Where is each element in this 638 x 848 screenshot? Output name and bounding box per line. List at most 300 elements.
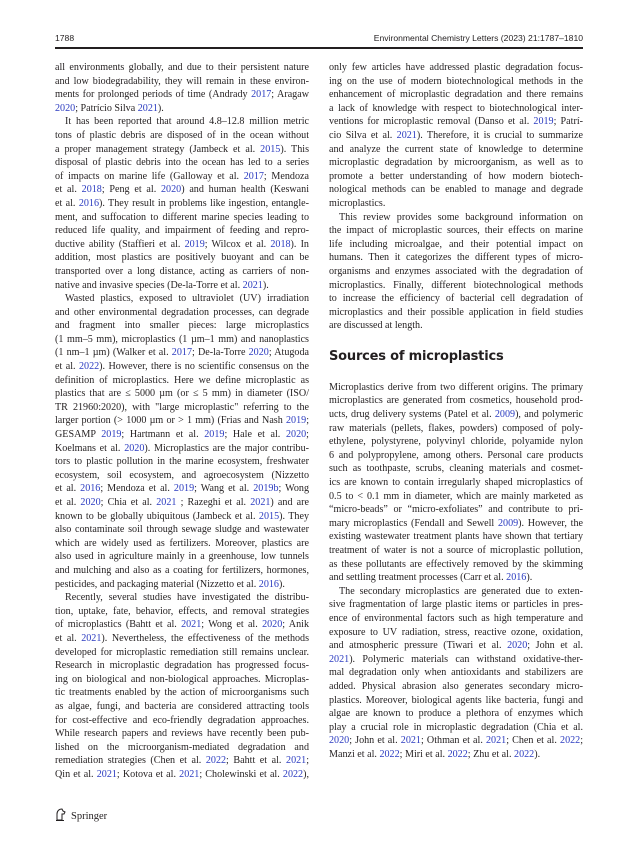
citation-link[interactable]: 2016	[258, 578, 279, 590]
citation-link[interactable]: 2020	[285, 429, 307, 441]
text-line	[329, 156, 583, 170]
text-segment: ; Kotova et al.	[116, 768, 180, 780]
text-line	[329, 251, 583, 265]
text-segment: Research in microplastic degradation has progressed focus-	[55, 660, 309, 672]
text-segment: are discussed at length.	[329, 320, 423, 332]
text-line	[55, 482, 309, 496]
text-line	[55, 224, 309, 238]
text-line	[329, 306, 583, 320]
text-segment: nological methods can be enabled to manage and degrade	[329, 184, 583, 196]
text-segment: ; Chia et al.	[100, 497, 157, 508]
text-line	[329, 102, 583, 116]
text-segment: While research papers and reviews have recently been pub-	[55, 728, 309, 740]
text-line	[55, 265, 309, 279]
text-segment: ductive ability (Staffieri et al.	[55, 238, 185, 250]
text-line	[55, 197, 309, 211]
text-segment: ecosystem, soil ecosystem, and agroecosystem (Nizzetto	[55, 469, 309, 481]
citation-link[interactable]: 2021	[396, 129, 417, 141]
text-segment: ).	[262, 279, 269, 291]
text-line	[55, 61, 309, 75]
text-segment: and low biodegradability, they will remain in these environ-	[55, 75, 309, 87]
text-segment: ).	[526, 572, 533, 584]
citation-link[interactable]: 2020	[248, 347, 269, 359]
citation-link[interactable]: 2021	[242, 279, 263, 291]
text-segment: and atmospheric pressure (Tiwari et al.	[329, 640, 508, 652]
text-line	[329, 544, 583, 558]
text-segment: and analyze the current state of knowledge to determine	[329, 143, 583, 155]
text-segment: (1 mm–5 mm), microplastics (1 µm–1 mm) and nanoplastics	[55, 333, 309, 345]
text-line	[329, 653, 583, 667]
text-segment: microplastics. Finally, different biotechnological methods	[329, 279, 583, 291]
citation-link[interactable]: 2021	[137, 102, 158, 114]
text-segment: ; Othman et al.	[420, 735, 486, 747]
text-segment: and mulching and also as a coating for fertilizers, hormones,	[55, 564, 309, 576]
text-segment: ucts, drug delivery systems (Patel et al.	[329, 409, 495, 421]
text-line	[55, 591, 309, 605]
text-line	[55, 279, 309, 293]
text-segment: sive fragmentation of large plastic items or particles in pres-	[329, 599, 583, 611]
citation-link[interactable]: 2019	[286, 415, 307, 427]
text-segment: of impacts on marine life (Galloway et al.	[55, 170, 244, 182]
citation-link[interactable]: 2021	[81, 632, 102, 644]
text-line	[329, 612, 583, 626]
text-segment: ; John et al.	[527, 640, 583, 652]
citation-link[interactable]: 2018	[270, 238, 291, 250]
text-segment: plastics. Moreover, biological agents like bacteria, fungi and	[329, 694, 583, 706]
text-line	[329, 394, 583, 408]
text-segment: ;	[580, 735, 584, 747]
text-segment: Wasted plastics, exposed to ultraviolet (UV) irradiation	[65, 293, 309, 305]
text-line	[55, 714, 309, 728]
text-segment: Koelmans et al.	[55, 442, 125, 454]
text-segment: ventions for microplastic removal (Danso et al.	[329, 116, 534, 128]
text-segment: ; Wong	[278, 483, 309, 495]
citation-link[interactable]: 2022	[205, 755, 227, 767]
citation-link[interactable]: 2021	[156, 497, 177, 508]
text-segment: ). This	[280, 143, 309, 155]
citation-link[interactable]: 2020	[262, 619, 283, 631]
text-segment: remediation strategies (Chen et al.	[55, 755, 206, 767]
text-line	[329, 721, 583, 735]
text-segment: algae are known to produce a plethora of enzymes which	[329, 708, 583, 720]
text-line	[55, 455, 309, 469]
text-line	[55, 564, 309, 578]
text-segment: humans. Then it categorizes the different types of micro-	[329, 252, 583, 264]
citation-link[interactable]: 2016	[506, 572, 527, 584]
text-line	[329, 694, 583, 708]
text-segment: tons of plastic debris are disposed of in the ocean without	[55, 129, 309, 141]
text-line	[329, 211, 583, 225]
text-line	[55, 306, 309, 320]
text-segment: cio Silva et al.	[329, 129, 397, 141]
publisher-footer	[55, 808, 107, 824]
text-segment: enhancement of microplastic degradation and there remains	[329, 89, 583, 101]
text-segment: The secondary microplastics are generated due to exten-	[339, 585, 583, 597]
text-segment: the impact of microplastic sources, their effects on marine	[329, 225, 583, 237]
citation-link[interactable]: 2019	[184, 238, 205, 250]
text-line	[329, 143, 583, 157]
text-line	[329, 183, 583, 197]
text-line	[55, 700, 309, 714]
text-segment: as algae, fungi, and bacteria are considered attracting tools	[55, 700, 309, 712]
text-segment: This review provides some background information on	[339, 211, 583, 223]
citation-link[interactable]: 2018	[81, 184, 102, 196]
text-segment: ; Miri et al.	[399, 748, 448, 760]
text-line	[329, 734, 583, 748]
right-column	[329, 61, 583, 762]
text-line	[55, 360, 309, 374]
text-segment: all environments globally, and due to their persistent nature	[55, 62, 309, 73]
text-segment: et al.	[55, 632, 82, 644]
text-segment: ). Microplastics are the major contribu-	[144, 442, 309, 454]
text-segment: microplastics.	[329, 197, 386, 209]
text-segment: ethylene, polystyrene, polyvinyl chloride, polyamide nylon	[329, 436, 583, 448]
text-segment: et al.	[55, 497, 81, 508]
text-line	[329, 129, 583, 143]
text-segment: ; Anik	[282, 619, 309, 631]
text-line	[55, 414, 309, 428]
text-line	[55, 251, 309, 265]
text-segment: ), and polymeric	[515, 409, 583, 421]
text-segment: play a crucial role in microplastic degradation (Chia et al.	[329, 721, 583, 733]
text-segment: ics are known to contain irregularly shaped microplastics of	[329, 477, 583, 489]
citation-link[interactable]: 2019	[101, 429, 122, 441]
text-segment: ; Razeghi et al.	[176, 497, 251, 508]
text-line	[329, 88, 583, 102]
text-line	[55, 238, 309, 252]
text-segment: addition, most plastics are positively buoyant and can be	[55, 252, 309, 264]
text-line	[329, 61, 583, 75]
text-segment: “micro-beads” or “micro-exfoliates” and contribute to pri-	[329, 504, 583, 516]
text-segment: ; Hale et al.	[224, 429, 286, 441]
text-segment: ; Patrí-	[553, 116, 583, 128]
citation-link[interactable]: 2022	[560, 735, 581, 747]
text-segment: definition of microplastics. Here we define microplastic as	[55, 374, 309, 386]
citation-link[interactable]: 2021	[181, 619, 202, 631]
text-segment: of microplastics (Bahtt et al.	[55, 619, 182, 631]
text-line	[55, 768, 309, 782]
text-segment: and settling treatment processes (Carr et al.	[329, 572, 507, 584]
text-line	[329, 319, 583, 333]
citation-link[interactable]: 2017	[171, 347, 192, 359]
text-segment: (1 nm–1 µm) (Walker et al.	[55, 347, 172, 359]
text-segment: ; Wong et al.	[201, 619, 263, 631]
text-segment: transported over a long distance, acting as carriers of non-	[55, 265, 309, 277]
text-line	[329, 435, 583, 449]
text-segment: 0.5 to < 0.1 mm in diameter, which are mainly marketed as	[329, 490, 583, 502]
text-segment: treatment of water is not a source of microplastic pollution,	[329, 545, 583, 556]
text-line	[55, 659, 309, 673]
citation-link[interactable]: 2022	[282, 768, 304, 780]
citation-link[interactable]: 2021	[286, 755, 307, 767]
citation-link[interactable]: 2020	[55, 102, 76, 114]
text-segment: ) and human health (Keswani	[181, 184, 310, 196]
citation-link[interactable]: 2021	[400, 735, 421, 747]
text-segment: ; De-la-Torre	[191, 347, 249, 359]
text-line	[329, 197, 583, 211]
citation-link[interactable]: 2022	[447, 748, 468, 760]
text-line	[55, 129, 309, 143]
text-line	[55, 319, 309, 333]
text-segment: ). Nevertheless, the effectiveness of the methods	[101, 632, 310, 644]
text-segment: a proper management strategy (Jambeck et al.	[55, 143, 261, 155]
citation-link[interactable]: 2020	[161, 184, 182, 196]
text-line	[55, 211, 309, 225]
text-segment: pesticides, and packaging material (Nizzetto et al.	[55, 578, 259, 590]
text-line	[55, 333, 309, 347]
citation-link[interactable]: 2021	[486, 735, 507, 747]
text-segment: ) and are	[270, 497, 309, 508]
text-segment: microplastics and their possible application in field studies	[329, 306, 583, 318]
text-segment: GESAMP	[55, 429, 102, 441]
section-heading: Sources of microplastics	[329, 348, 504, 364]
springer-horse-logo-icon	[55, 808, 66, 824]
text-segment: tic treatments enabled by the action of microorganisms such	[55, 687, 309, 699]
text-line	[329, 476, 583, 490]
text-segment: as these pollutants are effectively removed by the skimming	[329, 558, 583, 570]
citation-link[interactable]: 2022	[379, 748, 400, 760]
text-segment: existing wastewater treatment plants have shown that tertiary	[329, 531, 583, 543]
text-line	[55, 578, 309, 592]
text-line	[55, 686, 309, 700]
text-line	[329, 598, 583, 612]
text-line	[55, 88, 309, 102]
text-segment: to increase the efficiency of bacterial cell degradation of	[329, 293, 583, 305]
text-segment: mal degradation only when antioxidants and stabilizers are	[329, 667, 583, 679]
text-line	[329, 503, 583, 517]
text-segment: ;	[306, 415, 309, 427]
text-segment: only few articles have addressed plastic degradation focus-	[329, 62, 583, 73]
text-segment: ; Wilcox et al.	[204, 238, 271, 250]
citation-link[interactable]: 2020	[507, 640, 528, 652]
citation-link[interactable]: 2019	[204, 429, 225, 441]
text-segment: ). However, the	[518, 517, 583, 529]
citation-link[interactable]: 2019	[173, 483, 195, 495]
text-line	[55, 673, 309, 687]
text-line	[55, 496, 309, 510]
text-segment: ; Chen et al.	[506, 735, 561, 747]
text-line	[55, 537, 309, 551]
text-line	[55, 170, 309, 184]
text-line	[329, 571, 583, 585]
text-line	[55, 102, 309, 116]
text-segment: known to be globally ubiquitous (Jambeck et al.	[55, 510, 259, 522]
text-line	[55, 605, 309, 619]
text-segment: ; Mendoza	[263, 170, 309, 182]
text-segment: ; John et al.	[349, 735, 401, 747]
text-line	[329, 639, 583, 653]
text-line	[329, 224, 583, 238]
citation-link[interactable]: 2021	[329, 653, 350, 665]
text-segment: ).	[278, 578, 285, 590]
text-segment: Qin et al.	[55, 768, 97, 780]
text-segment: which are widely used as fertilizers. Moreover, plastics are	[55, 537, 309, 549]
text-line	[329, 490, 583, 504]
text-segment: et al.	[55, 197, 79, 209]
citation-link[interactable]: 2009	[497, 517, 519, 529]
page-number: 1788	[55, 33, 75, 43]
text-segment: Microplastics derive from two different origins. The primary	[329, 381, 583, 393]
text-segment: tion, uptake, fate, behavior, effects, and removal strategies	[55, 605, 309, 617]
text-line	[329, 462, 583, 476]
text-segment: ment, and suffocation to different marine species leading to	[55, 211, 309, 223]
text-segment: ).	[534, 748, 541, 760]
text-segment: reduced life quality, and impairment of feeding and repro-	[55, 225, 309, 237]
text-segment: mary microplastics (Fendall and Sewell	[329, 517, 498, 529]
text-segment: ; Atugoda	[268, 347, 309, 359]
text-segment: lished on the microorganism-mediated degradation and	[55, 741, 309, 753]
text-line	[55, 387, 309, 401]
header-rule	[55, 47, 583, 49]
text-line	[55, 292, 309, 306]
text-line	[55, 428, 309, 442]
text-segment: organisms and enzymes associated with the degradation of	[329, 265, 583, 277]
citation-link[interactable]: 2021	[250, 497, 271, 508]
citation-link[interactable]: 2016	[78, 197, 99, 209]
text-segment: developed for microplastic remediation still remains unclear.	[55, 646, 309, 658]
text-segment: ; Hartmann et al.	[121, 429, 205, 441]
text-segment: et al.	[55, 361, 79, 373]
text-segment: promote a better understanding of how modern biotech-	[329, 170, 583, 182]
citation-link[interactable]: 2021	[179, 768, 200, 780]
text-line	[55, 632, 309, 646]
text-line	[55, 523, 309, 537]
text-line	[329, 408, 583, 422]
citation-link[interactable]: 2020	[124, 442, 145, 454]
text-segment: for cost-effective and eco-friendly degradation approaches.	[55, 714, 309, 726]
text-segment: microplastics are generated from cosmetics, household prod-	[329, 395, 583, 407]
text-segment: also contaminate soil through sewage sludge and wastewater	[55, 524, 309, 536]
journal-citation: Environmental Chemistry Letters (2023) 21:1787–1810	[373, 33, 583, 43]
citation-link[interactable]: 2022	[78, 361, 100, 373]
citation-link[interactable]: 2020	[80, 497, 101, 508]
text-segment: ; Wang et al.	[194, 483, 254, 495]
text-segment: ing on biological and non-biological approaches. Microplas-	[55, 673, 309, 685]
text-line	[55, 469, 309, 483]
text-segment: tors to plastic pollution in the marine ecosystem, freshwater	[55, 456, 309, 468]
text-line	[55, 156, 309, 170]
text-segment: microplastic degradation by microorganism, as well as to	[329, 157, 583, 169]
text-segment: ; Aragaw	[271, 89, 309, 101]
text-line	[329, 585, 583, 599]
text-line	[329, 748, 583, 762]
citation-link[interactable]: 2017	[243, 170, 264, 182]
text-line	[329, 530, 583, 544]
text-line	[329, 238, 583, 252]
citation-link[interactable]: 2009	[494, 409, 516, 421]
text-segment: Recently, several studies have investigated the distribu-	[65, 592, 309, 604]
text-line	[329, 292, 583, 306]
text-segment: Manzi et al.	[329, 748, 380, 760]
text-segment: ). Therefore, it is crucial to summarize	[416, 129, 583, 141]
text-segment: ),	[303, 768, 309, 780]
text-segment: ; Peng et al.	[101, 184, 161, 196]
text-line	[55, 183, 309, 197]
text-segment: plastics that are ≤ 5000 µm (or ≤ 5 mm) in diameter (ISO/	[55, 388, 309, 400]
text-segment: TR 21960:2020), with "large microplastic" referring to the	[55, 401, 309, 413]
text-line	[55, 727, 309, 741]
text-segment: native and invasive species (De-la-Torre et al.	[55, 279, 243, 291]
text-segment: ;	[306, 755, 310, 767]
publisher-name: Springer	[71, 810, 108, 822]
text-segment: also used in agriculture mainly in a greenhouse, low tunnels	[55, 551, 309, 563]
text-line	[55, 741, 309, 755]
text-segment: added. Physical abrasion also generates secondary micro-	[329, 680, 583, 692]
text-line	[329, 707, 583, 721]
text-line	[329, 381, 583, 395]
text-line	[55, 510, 309, 524]
text-segment: ; Mendoza et al.	[100, 483, 174, 495]
text-line	[55, 115, 309, 129]
text-segment: ). Polymeric materials can withstand oxidative-ther-	[349, 653, 583, 665]
citation-link[interactable]: 2016	[80, 483, 101, 495]
text-segment: It has been reported that around 4.8–12.8 million metric	[65, 116, 309, 128]
text-line	[55, 374, 309, 388]
text-segment: ). They	[279, 510, 309, 522]
text-segment: et al.	[55, 184, 82, 196]
text-segment: ; Bahtt et al.	[226, 755, 287, 767]
text-line	[55, 75, 309, 89]
text-line	[329, 680, 583, 694]
text-line	[55, 346, 309, 360]
text-segment: ).	[157, 102, 164, 114]
text-segment: ). They result in problems like ingestion, entangle-	[99, 197, 310, 209]
text-segment: 6 and polypropylene, among others. Personal care products	[329, 449, 583, 461]
text-segment: ). In	[290, 238, 309, 250]
text-segment: et al.	[55, 483, 81, 495]
text-line	[329, 75, 583, 89]
text-line	[329, 626, 583, 640]
text-segment: ence of environmental factors such as high temperature and	[329, 612, 583, 624]
text-segment: ;	[306, 429, 309, 441]
text-line	[329, 517, 583, 531]
citation-link[interactable]: 2021	[96, 768, 117, 780]
text-line	[329, 666, 583, 680]
text-line	[329, 422, 583, 436]
text-segment: and other environmental degradation processes, can degrade	[55, 306, 309, 318]
text-segment: a lack of knowledge with respect to biotechnological inter-	[329, 102, 583, 114]
text-segment: disposal of plastic debris into the ocean has led to a series	[55, 157, 309, 169]
citation-link[interactable]: 2020	[329, 735, 350, 747]
text-line	[329, 558, 583, 572]
citation-link[interactable]: 2019b	[253, 483, 279, 495]
text-segment: ; Zhu et al.	[467, 748, 515, 760]
text-segment: life including microalgae, and their potential impact on	[329, 238, 583, 250]
text-line	[55, 143, 309, 157]
text-line	[55, 618, 309, 632]
text-segment: such as toothpaste, scrubs, cleaning materials and cosmet-	[329, 463, 583, 475]
text-line	[55, 646, 309, 660]
text-segment: ments for prolonged periods of time (Andrady	[55, 89, 252, 101]
text-segment: ). However, there is no scientific consensus on the	[99, 361, 309, 373]
text-segment: ; Patrício Silva	[75, 102, 138, 114]
text-segment: exposure to UV radiation, stress, reactive ozone, oxidation,	[329, 626, 583, 638]
citation-link[interactable]: 2017	[251, 89, 272, 101]
citation-link[interactable]: 2015	[260, 143, 281, 155]
text-line	[329, 449, 583, 463]
text-line	[329, 265, 583, 279]
citation-link[interactable]: 2019	[533, 116, 554, 128]
citation-link[interactable]: 2022	[514, 748, 535, 760]
text-line	[329, 279, 583, 293]
text-line	[55, 550, 309, 564]
text-segment: ing on the use of modern biotechnological methods in the	[329, 75, 583, 87]
text-segment: larger portion (> 1000 µm or > 1 mm) (Frias and Nash	[55, 415, 286, 427]
citation-link[interactable]: 2015	[258, 510, 280, 522]
text-segment: and fragment into smaller pieces: large microplastics	[55, 320, 309, 332]
text-line	[329, 170, 583, 184]
text-segment: raw materials (pellets, flakes, powders) composed of poly-	[329, 422, 583, 434]
